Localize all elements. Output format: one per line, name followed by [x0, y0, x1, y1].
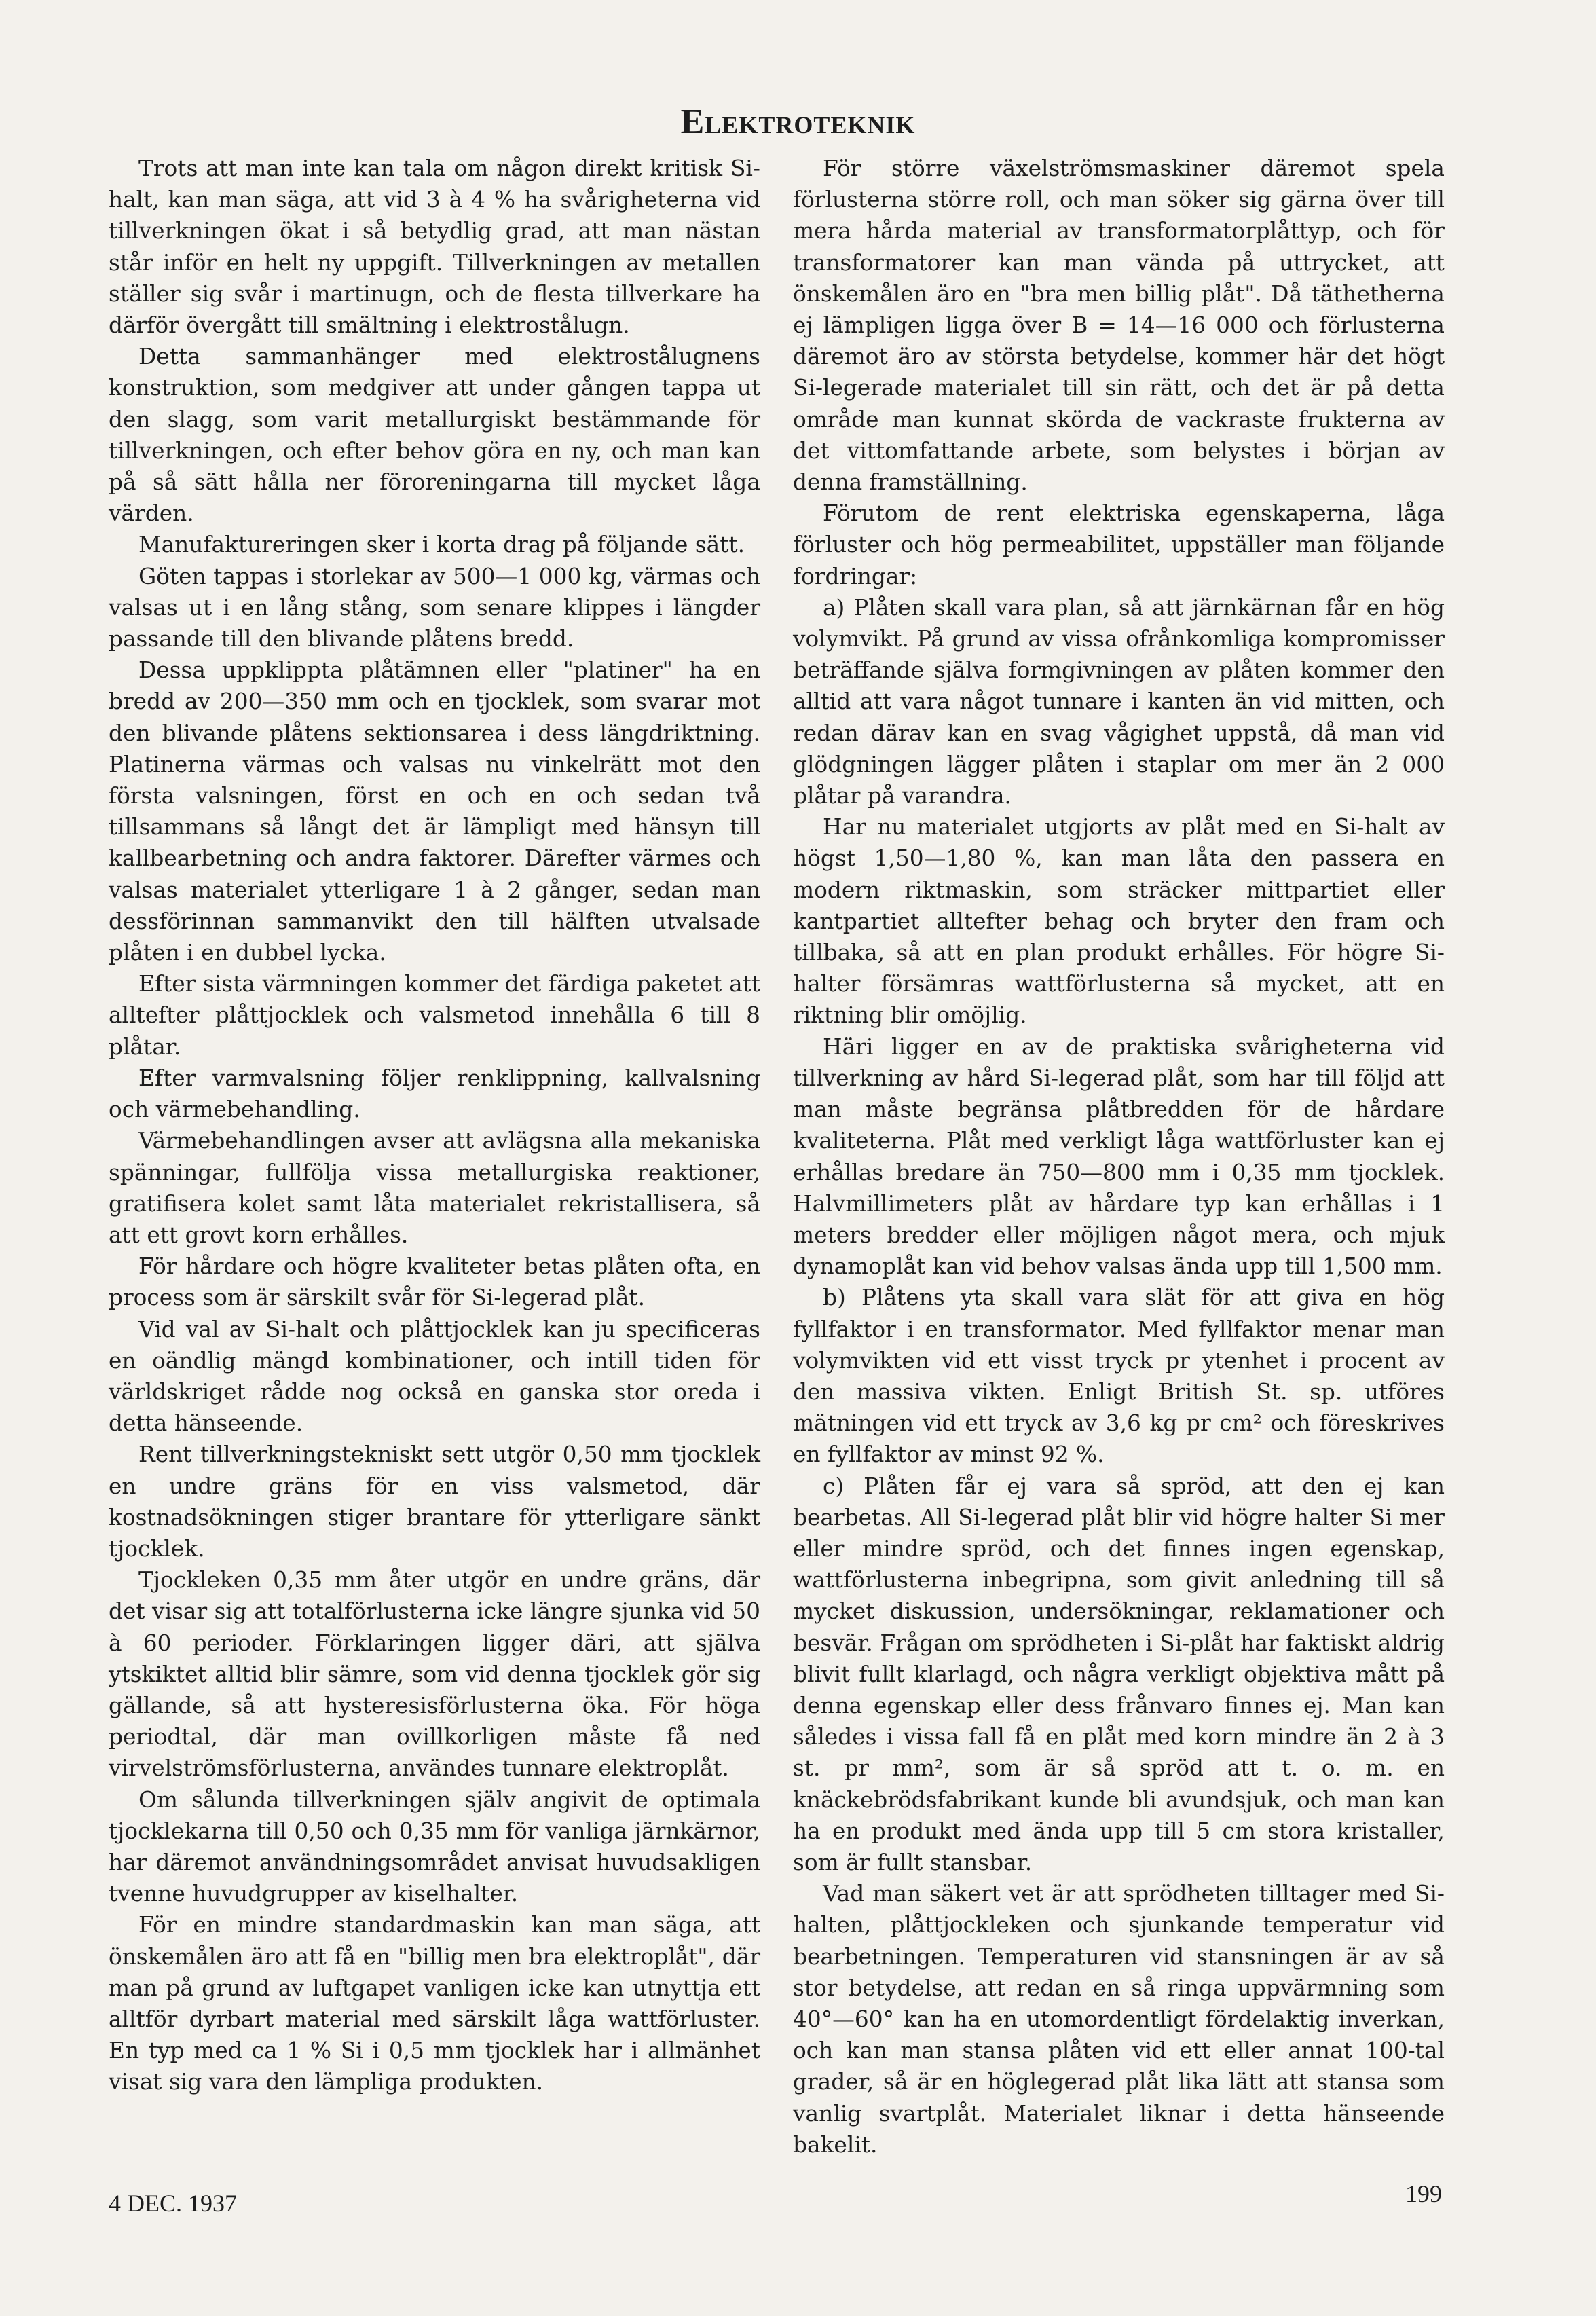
paragraph: Om sålunda tillverkningen själv angivit de optimala tjocklekarna till 0,50 och 0,35 mm för vanliga järnkärnor, har däremot användningsområdet anvisat huvudsakligen tvenne huvudgrupper av kiselhalter. — [109, 1786, 760, 1907]
paragraph: Efter varmvalsning följer renklippning, kallvalsning och värmebehandling. — [109, 1065, 760, 1123]
paragraph: Dessa uppklippta plåtämnen eller "platiner" ha en bredd av 200—350 mm och en tjocklek, som svarar mot den blivande plåtens sektionsarea i dess längdriktning. Platinerna värmas och valsas nu vinkelrätt mot den första valsningen, först en och en och sedan två tillsammans så långt det är lämpligt med hänsyn till kallbearbetning och andra faktorer. Därefter värmes och valsas materialet ytterligare 1 à 2 gånger, sedan man dessförinnan sammanvikt den till hälften utvalsade plåten i en dubbel lycka. — [109, 657, 760, 966]
paragraph: c) Plåten får ej vara så spröd, att den ej kan bearbetas. All Si-legerad plåt blir vid högre halter Si mer eller mindre spröd, och det finnes ingen egenskap, wattförlusterna inbegripna, som givit anledning till så mycket diskussion, undersökningar, reklamationer och besvär. Frågan om sprödheten i Si-plåt har faktiskt aldrig blivit fullt klarlagd, och några verkligt objektiva mått på denna egenskap eller dess frånvaro finnes ej. Man kan således i vissa fall få en plåt med korn mindre än 2 à 3 st. pr mm², som är så spröd att t. o. m. en knäckebrödsfabrikant kunde bli avundsjuk, och man kan ha en produkt med ända upp till 5 cm stora kristaller, som är fullt stansbar. — [793, 1473, 1445, 1875]
page-number: 199 — [1405, 2180, 1442, 2207]
paragraph: Detta sammanhänger med elektrostålugnens konstruktion, som medgiver att under gången tappa ut den slagg, som varit metallurgiskt bestämmande för tillverkningen, och efter behov göra en ny, och man kan på så sätt hålla ner föroreningarna till mycket låga värden. — [109, 344, 760, 527]
page-title: Elektroteknik — [680, 103, 916, 141]
paragraph: Förutom de rent elektriska egenskaperna, låga förluster och hög permeabilitet, uppställer man följande fordringar: — [793, 500, 1445, 589]
right-column — [793, 153, 1445, 2161]
paragraph: För hårdare och högre kvaliteter betas plåten ofta, en process som är särskilt svår för Si-legerad plåt. — [109, 1253, 760, 1311]
paragraph: Vid val av Si-halt och plåttjocklek kan ju specificeras en oändlig mängd kombinationer, och intill tiden för världskriget rådde nog också en ganska stor oreda i detta hänseende. — [109, 1316, 760, 1437]
paragraph: Manufaktureringen sker i korta drag på följande sätt. — [138, 532, 745, 558]
issue-date: 4 DEC. 1937 — [109, 2190, 237, 2217]
paragraph: Efter sista värmningen kommer det färdiga paketet att alltefter plåttjocklek och valsmetod innehålla 6 till 8 plåtar. — [109, 971, 760, 1060]
paragraph: Göten tappas i storlekar av 500—1 000 kg, värmas och valsas ut i en lång stång, som senare klippes i längder passande till den blivande plåtens bredd. — [109, 563, 760, 652]
paragraph: För en mindre standardmaskin kan man säga, att önskemålen äro att få en "billig men bra elektroplåt", där man på grund av luftgapet vanligen icke kan utnyttja ett alltför dyrbart material med särskilt låga wattförluster. En typ med ca 1 % Si i 0,5 mm tjocklek har i allmänhet visat sig vara den lämpliga produkten. — [109, 1912, 760, 2095]
paragraph: a) Plåten skall vara plan, så att järnkärnan får en hög volymvikt. På grund av vissa ofrånkomliga kompromisser beträffande själva formgivningen av plåten kommer den alltid att vara något tunnare i kanten än vid mitten, och redan därav kan en svag vågighet uppstå, då man vid glödgningen lägger plåten i staplar om mer än 2 000 plåtar på varandra. — [793, 594, 1445, 809]
paragraph: Häri ligger en av de praktiska svårigheterna vid tillverkning av hård Si-legerad plåt, som har till följd att man måste begränsa plåtbredden för de hårdare kvaliteterna. Plåt med verkligt låga wattförluster kan ej erhållas bredare än 750—800 mm i 0,35 mm tjocklek. Halvmillimeters plåt av hårdare typ kan erhållas i 1 meters bredder eller möjligen något mera, och mjuk dynamoplåt kan vid behov valsas ända upp till 1,500 mm. — [793, 1033, 1445, 1280]
paragraph: b) Plåtens yta skall vara slät för att giva en hög fyllfaktor i en transformator. Med fyllfaktor menar man volymvikten vid ett visst tryck pr ytenhet i procent av den massiva vikten. Enligt British St. sp. utföres mätningen vid ett tryck av 3,6 kg pr cm² och föreskrives en fyllfaktor av minst 92 %. — [793, 1285, 1445, 1468]
paragraph: Rent tillverkningstekniskt sett utgör 0,50 mm tjocklek en undre gräns för en viss valsmetod, där kostnadsökningen stiger brantare för ytterligare sänkt tjocklek. — [109, 1441, 760, 1562]
paragraph: För större växelströmsmaskiner däremot spela förlusterna större roll, och man söker sig gärna över till mera hårda material av transformatorplåttyp, och för transformatorer kan man vända på uttrycket, att önskemålen äro en "bra men billig plåt". Då täthetherna ej lämpligen ligga över B = 14—16 000 och förlusterna däremot äro av största betydelse, kommer här det högt Si-legerade materialet till sin rätt, och det är på detta område man kunnat skörda de vackraste frukterna av det vittomfattande arbete, som belystes i början av denna framställning. — [793, 155, 1445, 496]
left-column — [109, 153, 760, 2098]
paragraph: Trots att man inte kan tala om någon direkt kritisk Si-halt, kan man säga, att vid 3 à 4 % ha svårigheterna vid tillverkningen ökat i så betydlig grad, att man nästan står inför en helt ny uppgift. Tillverkningen av metallen ställer sig svår i martinugn, och de flesta tillverkare ha därför övergått till smältning i elektrostålugn. — [109, 155, 760, 339]
paragraph: Har nu materialet utgjorts av plåt med en Si-halt av högst 1,50—1,80 %, kan man låta den passera en modern riktmaskin, som sträcker mittpartiet eller kantpartiet alltefter behag och bryter den fram och tillbaka, så att en plan produkt erhålles. För högre Si-halter försämras wattförlusterna så mycket, att en riktning blir omöjlig. — [793, 814, 1445, 1029]
paragraph: Vad man säkert vet är att sprödheten tilltager med Si-halten, plåttjockleken och sjunkande temperatur vid bearbetningen. Temperaturen vid stansningen är av så stor betydelse, att redan en så ringa uppvärmning som 40°—60° kan ha en utomordentligt fördelaktig inverkan, och kan man stansa plåten vid ett eller annat 100-tal grader, så är en höglegerad plåt lika lätt att stansa som vanlig svartplåt. Materialet liknar i detta hänseende bakelit. — [793, 1881, 1445, 2158]
paragraph: Tjockleken 0,35 mm åter utgör en undre gräns, där det visar sig att totalförlusterna icke längre sjunka vid 50 à 60 perioder. Förklaringen ligger däri, att själva ytskiktet alltid blir sämre, som vid denna tjocklek gör sig gällande, så att hysteresisförlusterna öka. För höga periodtal, där man ovillkorligen måste få ned virvelströmsförlusterna, användes tunnare elektroplåt. — [109, 1567, 760, 1782]
paragraph: Värmebehandlingen avser att avlägsna alla mekaniska spänningar, fullfölja vissa metallurgiska reaktioner, gratifisera kolet samt låta materialet rekristallisera, så att ett grovt korn erhålles. — [109, 1128, 760, 1248]
